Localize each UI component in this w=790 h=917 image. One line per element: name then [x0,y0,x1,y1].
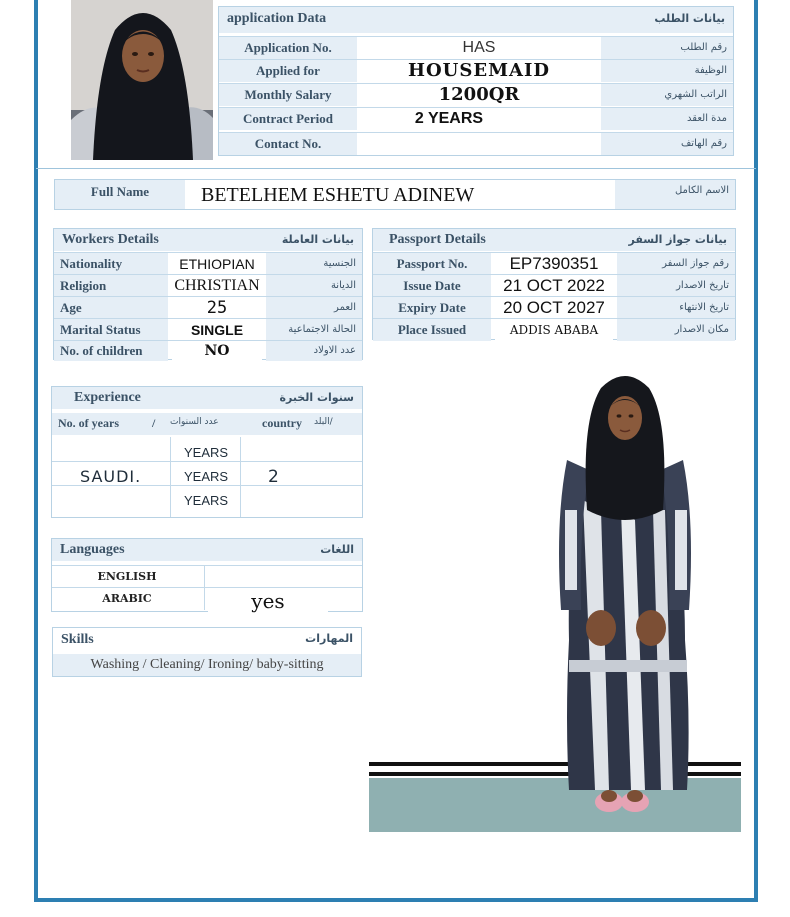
application-data-title-ar: بيانات الطلب [654,12,725,25]
marital-status-label: Marital Status [54,319,168,341]
language-row [52,587,362,611]
workers-row [54,274,362,296]
experience-years-value: 2 [268,467,279,487]
experience-years-unit-1: YEARS [184,445,229,460]
application-data-header [219,7,733,33]
full-name-label: Full Name [55,180,185,209]
passport-no-label-ar: رقم جواز السفر [617,253,735,275]
applied-for-label-ar: الوظيفة [601,60,733,82]
workers-row [54,318,362,340]
monthly-salary-value: 1200QR [361,85,597,105]
experience-years-unit-2: YEARS [184,469,229,484]
passport-details-title-ar: بيانات جواز السفر [628,233,727,246]
workers-details-title: Workers Details [62,232,159,247]
skills-section [52,627,362,677]
passport-row [373,274,735,296]
experience-section [51,386,363,518]
skills-header [53,628,361,652]
nationality-value: ETHIOPIAN [172,254,262,274]
religion-label-ar: الديانة [266,275,362,297]
contact-no-label-ar: رقم الهاتف [601,133,733,155]
monthly-salary-label-ar: الراتب الشهري [601,84,733,106]
experience-col-country-ar: البلد/ [314,417,333,427]
skills-title: Skills [61,632,94,647]
issue-date-label: Issue Date [373,275,491,297]
nationality-label-ar: الجنسية [266,253,362,275]
contact-no-label: Contact No. [219,133,357,155]
experience-grid [52,437,362,517]
contract-period-label: Contract Period [219,108,357,130]
monthly-salary-label: Monthly Salary [219,84,357,106]
passport-row [373,252,735,274]
religion-value: CHRISTIAN [172,276,262,296]
portrait-photo [71,0,213,160]
application-data-section [218,6,734,156]
full-body-photo [369,360,741,832]
divider [36,168,756,169]
place-issued-value: ADDIS ABABA [495,320,613,340]
age-label: Age [54,297,168,319]
experience-years-unit-3: YEARS [184,493,229,508]
languages-title-ar: اللغات [320,543,354,556]
issue-date-value: 21 OCT 2022 [495,276,613,296]
marital-status-label-ar: الحالة الاجتماعية [266,319,362,341]
contract-period-label-ar: مدة العقد [601,108,733,130]
application-row [219,36,733,58]
place-issued-label-ar: مكان الاصدار [617,319,735,341]
contract-period-value: 2 YEARS [361,109,597,129]
experience-columns-header [52,413,362,435]
age-label-ar: العمر [266,297,362,319]
skills-value: Washing / Cleaning/ Ironing/ baby-sitting [53,654,361,676]
contact-no-value [361,134,597,154]
experience-col-line [170,437,171,517]
expiry-date-label-ar: تاريخ الانتهاء [617,297,735,319]
passport-row [373,296,735,318]
experience-title-ar: سنوات الخبرة [279,391,354,404]
full-name-label-ar: الاسم الكامل [615,180,735,209]
languages-section [51,538,363,612]
workers-details-header [54,229,362,251]
application-row [219,107,733,129]
passport-details-header [373,229,735,251]
experience-col-years-ar: عدد السنوات [170,417,219,427]
issue-date-label-ar: تاريخ الاصدار [617,275,735,297]
children-label-ar: عدد الاولاد [266,341,362,361]
experience-col-line [240,437,241,517]
application-no-value: HAS [361,38,597,58]
language-name-arabic: ARABIC [52,588,202,610]
experience-col-country: country [262,416,302,430]
language-value-english [208,567,358,587]
application-row [219,83,733,105]
age-value: 25 [172,298,262,318]
passport-no-value: EP7390351 [495,254,613,274]
workers-details-title-ar: بيانات العاملة [281,233,354,246]
experience-title: Experience [74,390,141,405]
workers-row [54,252,362,274]
applied-for-value: HOUSEMAID [361,61,597,81]
place-issued-label: Place Issued [373,319,491,341]
children-label: No. of children [54,341,168,361]
language-row [52,565,362,587]
experience-header [52,387,362,409]
religion-label: Religion [54,275,168,297]
language-name-english: ENGLISH [52,566,202,588]
expiry-date-label: Expiry Date [373,297,491,319]
languages-header [52,539,362,561]
expiry-date-value: 20 OCT 2027 [495,298,613,318]
full-name-section [54,179,736,210]
passport-row [373,318,735,340]
passport-no-label: Passport No. [373,253,491,275]
workers-details-section [53,228,363,360]
languages-title: Languages [60,542,125,557]
experience-col-separator: / [152,416,156,430]
experience-country-value: SAUDI. [80,467,142,486]
workers-row [54,340,362,360]
application-row [219,59,733,81]
workers-row [54,296,362,318]
language-value-arabic: yes [208,589,328,613]
application-no-label: Application No. [219,37,357,59]
passport-details-title: Passport Details [389,232,486,247]
applied-for-label: Applied for [219,60,357,82]
passport-details-section [372,228,736,340]
application-no-label-ar: رقم الطلب [601,37,733,59]
marital-status-value: SINGLE [172,320,262,340]
children-value: NO [172,342,262,361]
nationality-label: Nationality [54,253,168,275]
application-row [219,132,733,154]
skills-title-ar: المهارات [305,632,353,645]
application-data-title: application Data [227,11,327,26]
full-name-value: BETELHEM ESHETU ADINEW [191,182,491,208]
experience-col-years: No. of years [58,416,119,430]
